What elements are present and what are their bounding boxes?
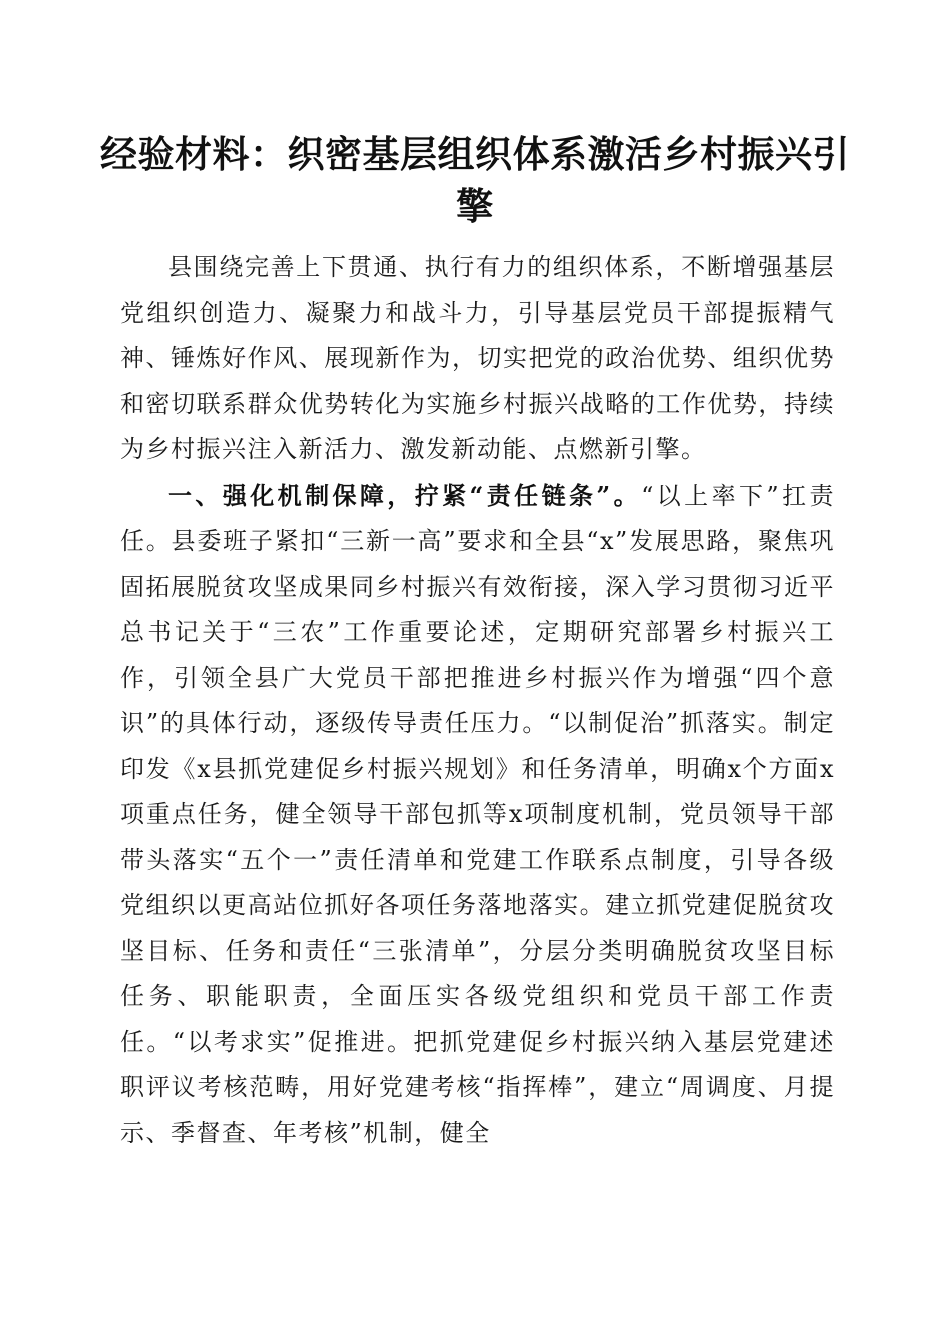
document-body (120, 245, 835, 1156)
document-title: 经验材料：织密基层组织体系激活乡村振兴引擎 (100, 132, 850, 228)
section-1-body: “以上率下”扛责任。县委班子紧扣“三新一高”要求和全县“x”发展思路，聚焦巩固拓展脱贫攻坚成果同乡村振兴有效衔接，深入学习贯彻习近平总书记关于“三农”工作重要论述，定期研究部署乡村振兴工作，引领全县广大党员干部把推进乡村振兴作为增强“四个意识”的具体行动，逐级传导责任压力。“以制促治”抓落实。制定印发《x县抓党建促乡村振兴规划》和任务清单，明确x个方面x项重点任务，健全领导干部包抓等x项制度机制，党员领导干部带头落实“五个一”责任清单和党建工作联系点制度，引导各级党组织以更高站位抓好各项任务落地落实。建立抓党建促脱贫攻坚目标、任务和责任“三张清单”，分层分类明确脱贫攻坚目标任务、职能职责，全面压实各级党组织和党员干部工作责任。“以考求实”促推进。把抓党建促乡村振兴纳入基层党建述职评议考核范畴，用好党建考核“指挥棒”，建立“周调度、月提示、季督查、年考核”机制，健全 (120, 481, 835, 1147)
intro-paragraph: 县围绕完善上下贯通、执行有力的组织体系，不断增强基层党组织创造力、凝聚力和战斗力，引导基层党员干部提振精气神、锤炼好作风、展现新作为，切实把党的政治优势、组织优势和密切联系群众优势转化为实施乡村振兴战略的工作优势，持续为乡村振兴注入新活力、激发新动能、点燃新引擎。 (120, 253, 835, 463)
section-1-paragraph (120, 473, 835, 1157)
section-1-heading: 一、强化机制保障，拧紧“责任链条”。 (168, 480, 642, 510)
